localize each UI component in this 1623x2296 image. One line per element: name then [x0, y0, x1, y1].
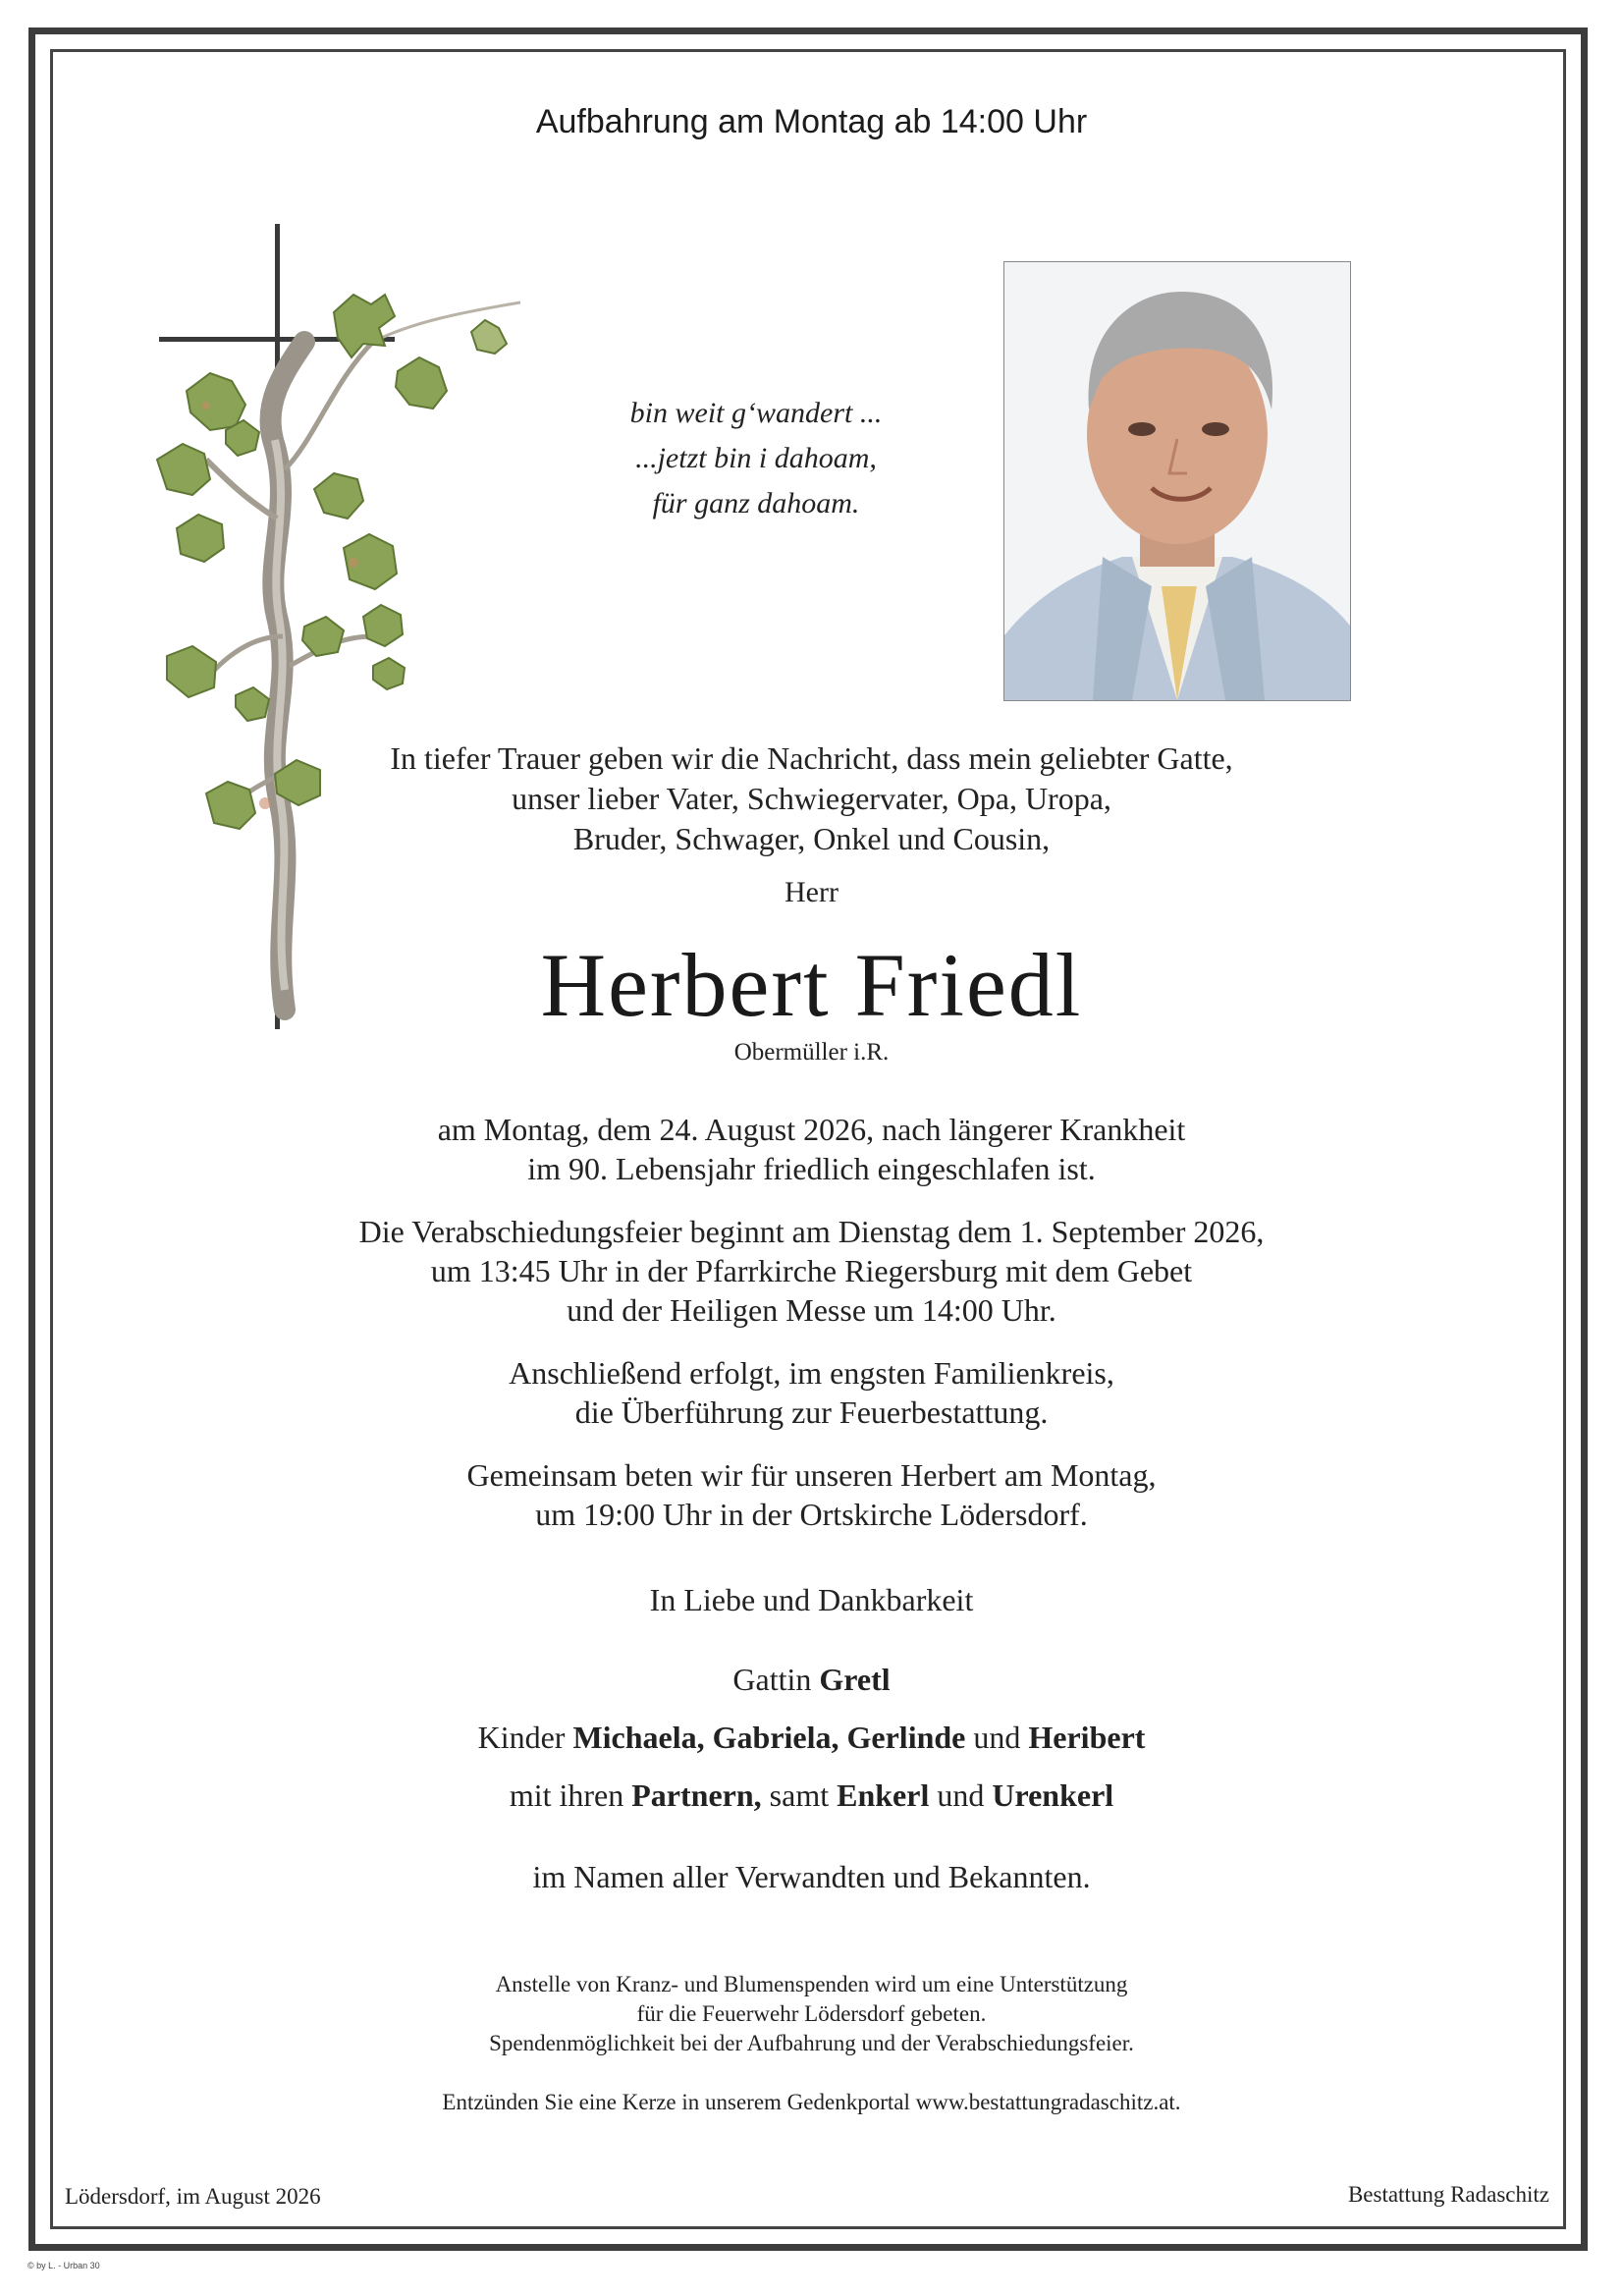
deceased-title: Obermüller i.R.	[733, 1039, 890, 1066]
memorial-portal-note: Entzünden Sie eine Kerze in unserem Gedenkportal www.bestattungradaschitz.at.	[442, 2090, 1181, 2114]
poem-line: für ganz dahoam.	[652, 487, 860, 519]
donation-line: Anstelle von Kranz- und Blumenspenden wird um eine Unterstützung	[495, 1972, 1128, 1996]
prayer-paragraph	[0, 1455, 1623, 1534]
intro-line: Bruder, Schwager, Onkel und Cousin,	[572, 821, 1051, 856]
conjunction: und	[973, 1720, 1021, 1755]
family-wife	[0, 1662, 1623, 1698]
poem-line: ...jetzt bin i dahoam,	[635, 442, 877, 474]
poem	[550, 391, 962, 526]
conjunction: und	[937, 1777, 985, 1813]
child-last: Heribert	[1028, 1720, 1146, 1755]
intro-line: unser lieber Vater, Schwiegervater, Opa, Uropa,	[512, 781, 1111, 816]
ceremony-paragraph	[0, 1212, 1623, 1330]
viewing-notice: Aufbahrung am Montag ab 14:00 Uhr	[535, 103, 1088, 140]
grandchildren: Enkerl	[837, 1777, 930, 1813]
family-children	[0, 1720, 1623, 1756]
place-date: Lödersdorf, im August 2026	[65, 2184, 321, 2209]
announcement-intro	[0, 738, 1623, 859]
passing-line: im 90. Lebensjahr friedlich eingeschlafen ist.	[527, 1151, 1096, 1186]
prayer-line: Gemeinsam beten wir für unseren Herbert am Montag,	[466, 1457, 1157, 1493]
wife-prefix: Gattin	[732, 1662, 812, 1697]
donation-note	[0, 1970, 1623, 2058]
samt: samt	[769, 1777, 830, 1813]
portrait-photo	[1003, 261, 1351, 701]
transfer-line: Anschließend erfolgt, im engsten Familienkreis,	[509, 1355, 1114, 1391]
donation-line: für die Feuerwehr Lödersdorf gebeten.	[636, 2001, 987, 2026]
children-names: Michaela, Gabriela, Gerlinde	[572, 1720, 966, 1755]
with-prefix: mit ihren	[509, 1777, 624, 1813]
passing-line: am Montag, dem 24. August 2026, nach längerer Krankheit	[437, 1112, 1186, 1147]
transfer-line: die Überführung zur Feuerbestattung.	[574, 1394, 1049, 1430]
ceremony-line: und der Heiligen Messe um 14:00 Uhr.	[567, 1292, 1056, 1328]
ceremony-line: Die Verabschiedungsfeier beginnt am Dienstag dem 1. September 2026,	[358, 1214, 1265, 1249]
intro-line: In tiefer Trauer geben wir die Nachricht, dass mein geliebter Gatte,	[390, 740, 1233, 776]
donation-line: Spendenmöglichkeit bei der Aufbahrung und der Verabschiedungsfeier.	[489, 2031, 1134, 2055]
salutation: Herr	[784, 876, 839, 908]
wife-name: Gretl	[819, 1662, 891, 1697]
poem-line: bin weit g‘wandert ...	[629, 397, 883, 429]
partners: Partnern,	[631, 1777, 762, 1813]
great-grandchildren: Urenkerl	[992, 1777, 1114, 1813]
passing-paragraph	[0, 1110, 1623, 1188]
prayer-line: um 19:00 Uhr in der Ortskirche Lödersdorf.	[535, 1497, 1088, 1532]
family-extended	[0, 1777, 1623, 1814]
closing-line: In Liebe und Dankbarkeit	[649, 1582, 974, 1617]
undertaker: Bestattung Radaschitz	[1347, 2182, 1549, 2207]
deceased-name: Herbert Friedl	[540, 935, 1083, 1035]
relatives-line: im Namen aller Verwandten und Bekannten.	[532, 1859, 1091, 1894]
transfer-paragraph	[0, 1353, 1623, 1432]
children-prefix: Kinder	[477, 1720, 566, 1755]
copyright-note: © by L. - Urban 30	[27, 2261, 100, 2270]
ceremony-line: um 13:45 Uhr in der Pfarrkirche Riegersburg mit dem Gebet	[430, 1253, 1193, 1288]
